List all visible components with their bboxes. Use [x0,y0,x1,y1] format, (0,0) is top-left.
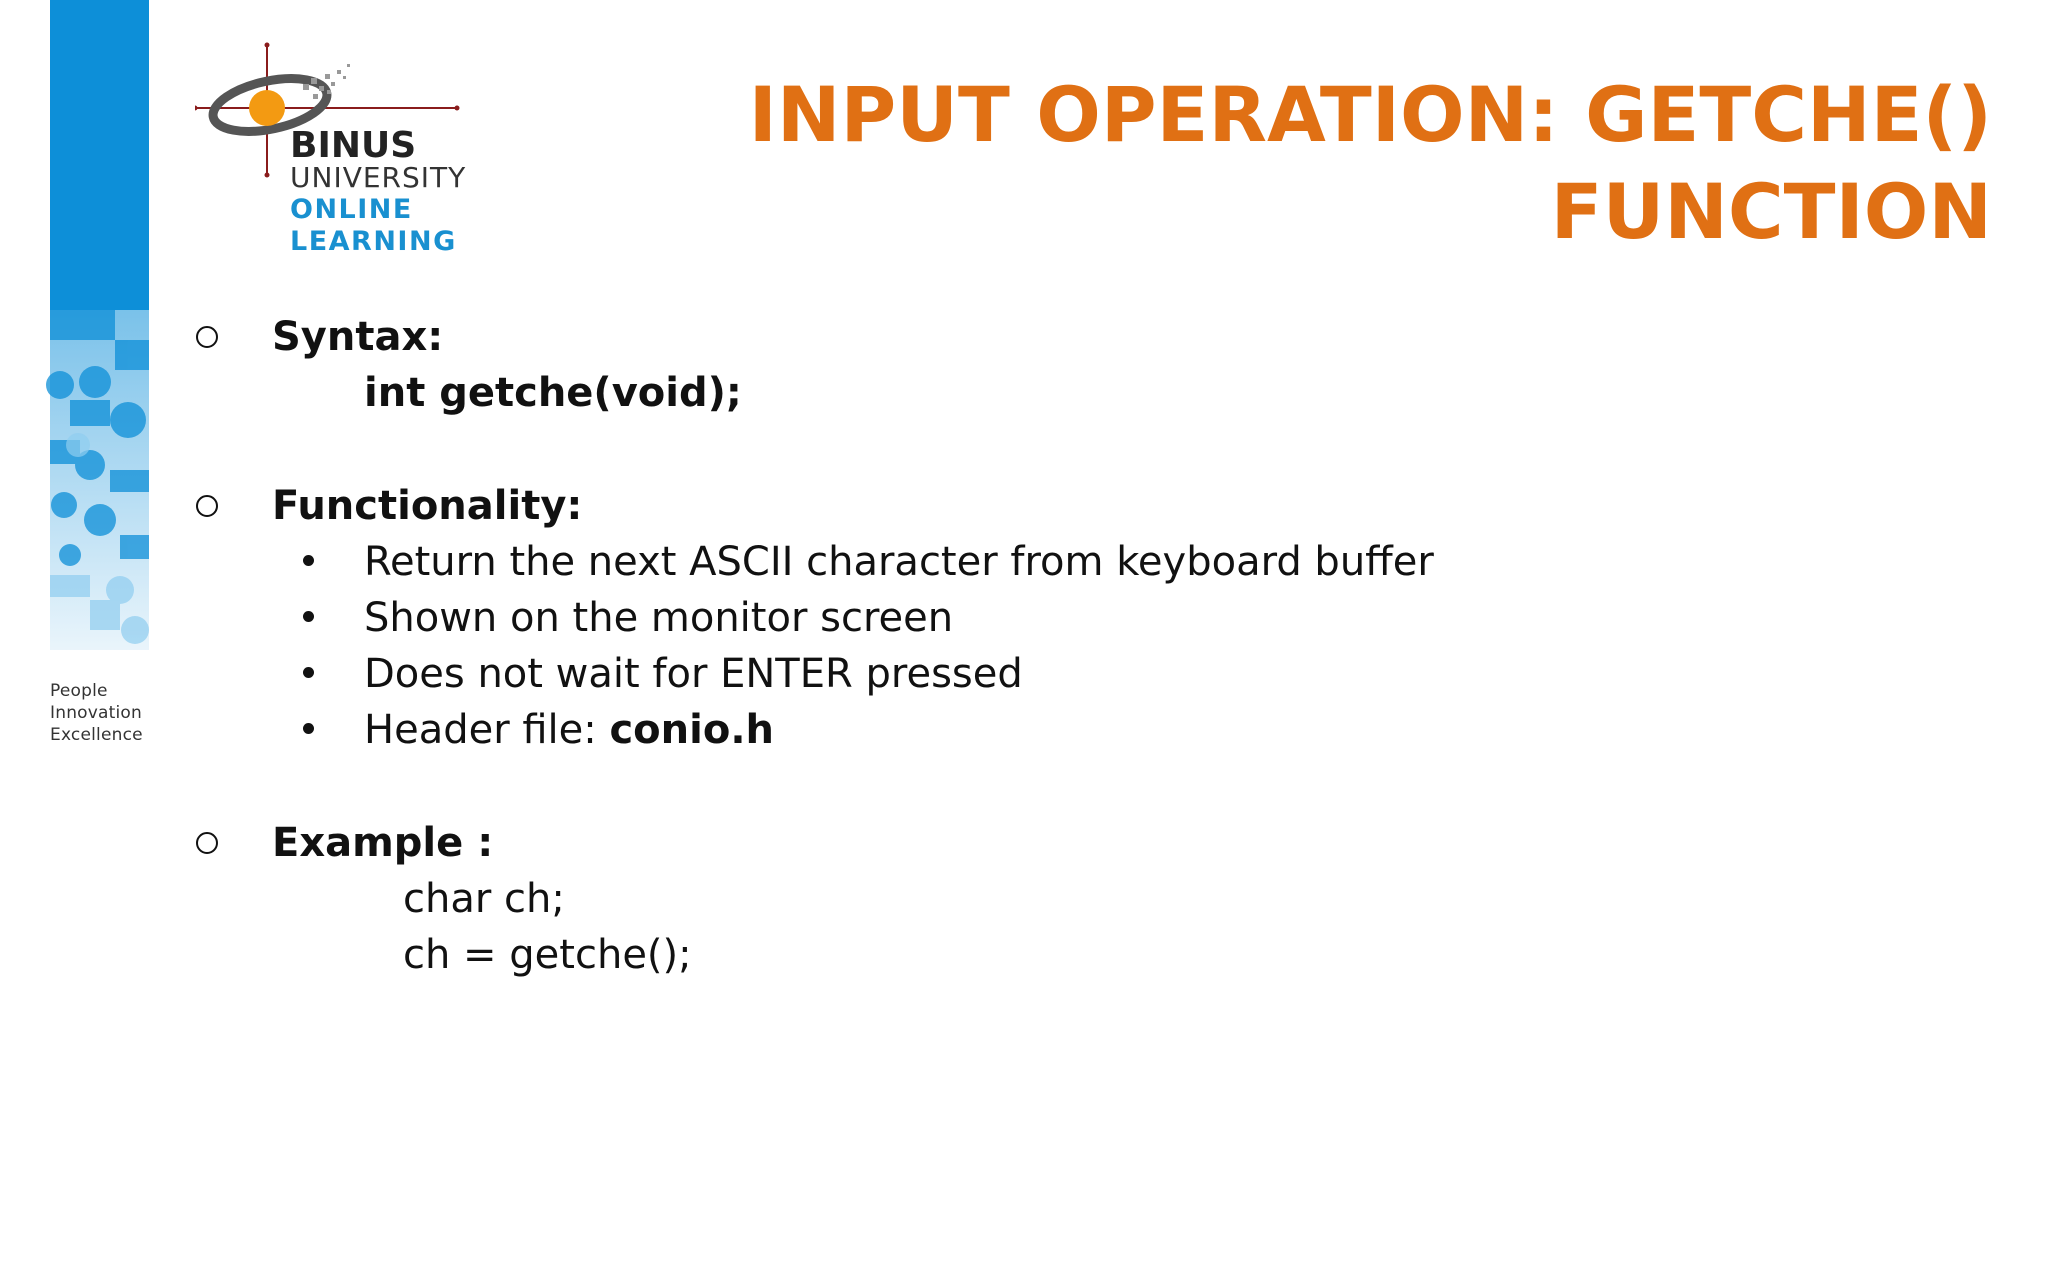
tagline-line-2: Innovation [50,703,143,723]
logo-wordmark [290,125,467,258]
bullet-dot-icon [303,611,314,622]
hollow-bullet-icon [196,495,218,517]
functionality-heading: Functionality: [272,483,583,529]
logo-binus: BINUS [290,125,417,166]
strip-pattern [0,0,160,680]
example-heading: Example : [272,820,494,866]
bullet-dot-icon [303,723,314,734]
tagline-line-3: Excellence [50,725,143,745]
tagline [50,680,143,746]
header-file-item [364,702,774,758]
header-file-label: Header file: [364,707,610,753]
binus-logo [195,40,495,280]
logo-learning: LEARNING [290,226,457,257]
syntax-code: int getche(void); [364,370,742,416]
header-file-value: conio.h [609,707,774,753]
syntax-heading: Syntax: [272,314,444,360]
left-decorative-strip [0,0,160,1280]
logo-online: ONLINE [290,194,413,225]
example-code-line-2: ch = getche(); [403,932,692,978]
bullet-dot-icon [303,555,314,566]
functionality-item: Does not wait for ENTER pressed [364,651,1023,697]
slide-title-line-2: FUNCTION [1550,167,1992,256]
slide-title-line-1: INPUT OPERATION: GETCHE() [748,70,1992,159]
logo-university: UNIVERSITY [290,161,467,194]
functionality-item: Return the next ASCII character from keyboard buffer [364,539,1434,585]
hollow-bullet-icon [196,326,218,348]
example-code-line-1: char ch; [403,876,565,922]
hollow-bullet-icon [196,832,218,854]
tagline-line-1: People [50,681,108,701]
functionality-item: Shown on the monitor screen [364,595,954,641]
bullet-dot-icon [303,667,314,678]
slide-title [749,66,1992,260]
